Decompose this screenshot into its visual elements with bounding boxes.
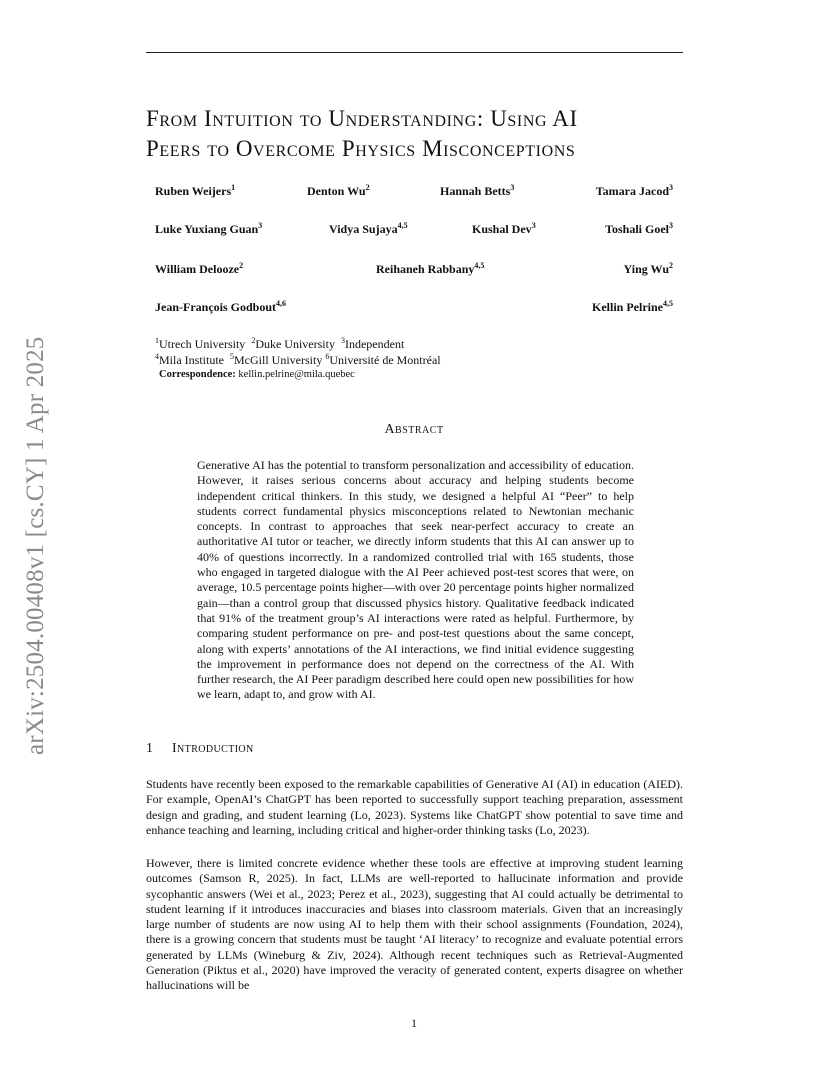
paper-title: [146, 104, 706, 164]
author: Kushal Dev$^3$: [472, 221, 536, 236]
author: Luke Yuxiang Guan$^3$: [155, 221, 263, 236]
page-number: 1: [411, 1016, 417, 1030]
paper-title-line-2: Peers to Overcome Physics Misconceptions: [146, 136, 576, 161]
author: Tamara Jacod$^3$: [595, 183, 673, 198]
author: Toshali Goel$^3$: [605, 221, 673, 236]
section-heading: [146, 741, 254, 757]
correspondence-label: Correspondence:: [159, 369, 236, 380]
author: Ying Wu$^2$: [623, 261, 673, 276]
arxiv-identifier-text: arXiv:2504.00408v1 [cs.CY] 1 Apr 2025: [22, 336, 49, 755]
body-paragraph: However, there is limited concrete evidence whether these tools are effective at improving student learning outcomes (Samson R, 2025). In fact, LLMs are well-reported to hallucinate information and provide sycophantic answers (Wei et al., 2023; Perez et al., 2023), suggesting that AI could actually be detrimental to student learning if it introduces inaccuracies and biases into classroom materials. Given that an increasingly large number of students are now using AI to help them with their school assignments (Foundation, 2024), there is a growing concern that students must be taught ‘AI literacy’ to recognize and evaluate potential errors generated by LLMs (Wineburg & Ziv, 2024). Although recent techniques such as Retrieval-Augmented Generation (Piktus et al., 2020) have improved the veracity of generated content, experts disagree on whether hallucinations will be: [146, 856, 683, 993]
author: Reihaneh Rabbany$^{4,5}$: [376, 261, 485, 276]
correspondence: [159, 369, 355, 380]
header-rule: [146, 52, 683, 53]
author: Vidya Sujaya$^{4,5}$: [329, 221, 408, 236]
author: Hannah Betts$^3$: [440, 183, 515, 198]
section-title: Introduction: [172, 741, 254, 756]
arxiv-identifier: [19, 290, 53, 755]
author: Ruben Weijers$^1$: [155, 183, 236, 198]
abstract-text: Generative AI has the potential to transform personalization and accessibility of education. However, it raises serious concerns about accuracy and helping students become independent critical thinkers. In this study, we designed a helpful AI “Peer” to help students correct fundamental physics misconceptions related to Newtonian mechanic concepts. In contrast to approaches that seek near-perfect accuracy to create an authoritative AI tutor or teacher, we directly inform students that this AI can answer up to 40% of questions incorrectly. In a randomized controlled trial with 165 students, those who engaged in targeted dialogue with the AI Peer achieved post-test scores that were, on average, 10.5 percentage points higher—with over 20 percentage points higher normalized gain—than a control group that discussed physics history. Qualitative feedback indicated that 91% of the treatment group’s AI interactions were rated as helpful. Furthermore, by comparing student performance on pre- and post-test questions about the same concept, along with experts’ annotations of the AI interactions, we find initial evidence suggesting the improvement in performance does not depend on the correctness of the AI. With further research, the AI Peer paradigm described here could open new possibilities for how we learn, adapt to, and grow with AI.: [197, 458, 634, 702]
abstract-heading: Abstract: [384, 422, 444, 437]
author: Denton Wu$^2$: [307, 183, 370, 198]
affiliations-line-1: $^1$Utrech University $^2$Duke University $^3$Independent: [155, 336, 405, 351]
author: William Delooze$^2$: [155, 261, 244, 276]
paper-title-line-1: From Intuition to Understanding: Using AI: [146, 106, 578, 131]
affiliations-line-2: $^4$Mila Institute $^5$McGill University $^6$Université de Montréal: [155, 352, 441, 367]
author: Kellin Pelrine$^{4,5}$: [592, 299, 673, 314]
correspondence-email[interactable]: kellin.pelrine@mila.quebec: [238, 369, 355, 380]
body-paragraph: Students have recently been exposed to the remarkable capabilities of Generative AI (AI) in education (AIED). For example, OpenAI’s ChatGPT has been reported to successfully support teaching preparation, assessment design and grading, and student learning (Lo, 2023). Systems like ChatGPT show potential to save time and enhance teaching and learning, including critical and higher-order thinking tasks (Lo, 2023).: [146, 777, 683, 837]
author: Jean-François Godbout$^{4,6}$: [155, 299, 287, 314]
section-number: 1: [146, 741, 153, 756]
